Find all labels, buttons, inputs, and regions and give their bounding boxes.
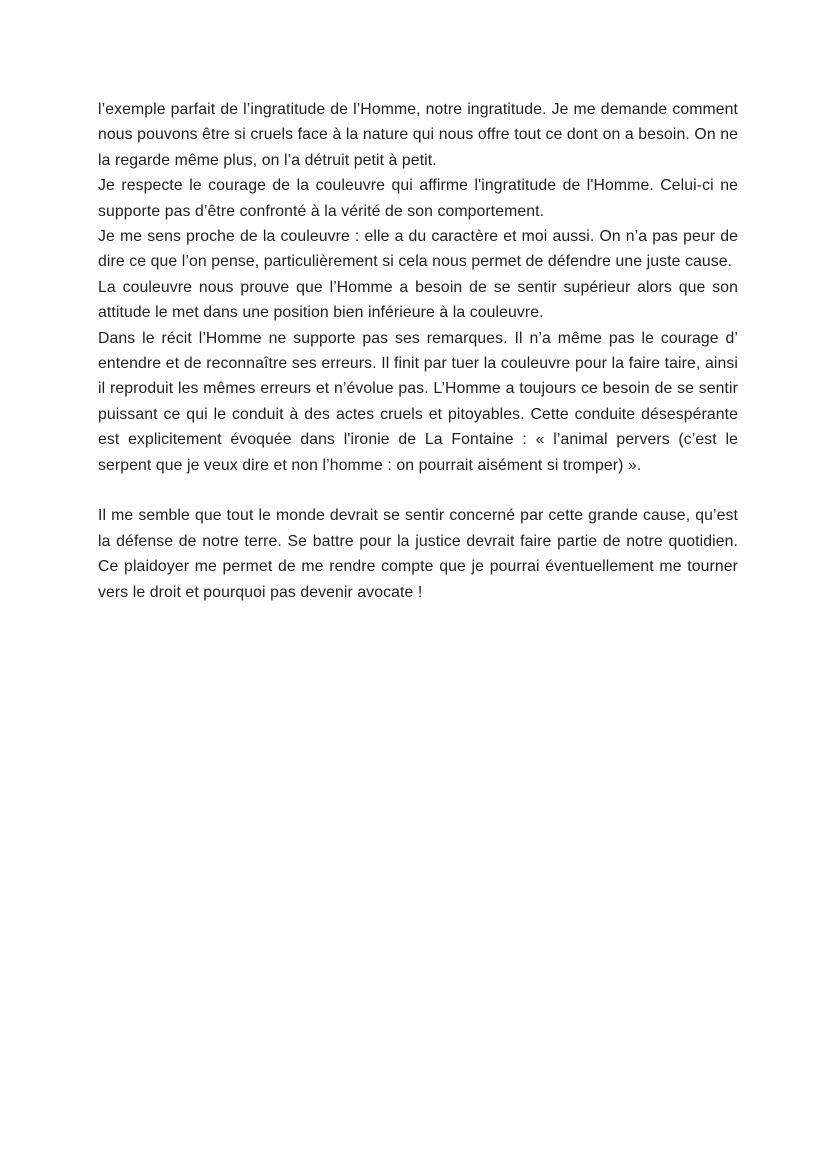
document-text-block	[98, 97, 738, 605]
paragraph-conclusion: Il me semble que tout le monde devrait se sentir concerné par cette grande cause, qu’est la défense de notre terre. Se battre pour la justice devrait faire partie de notre quotidien. Ce plaidoyer me permet de me rendre compte que je pourrai éventuellement me tourner vers le droit et pourquoi pas devenir avocate !	[98, 507, 738, 601]
paragraph-ingratitude: l’exemple parfait de l’ingratitude de l’Homme, notre ingratitude. Je me demande comment nous pouvons être si cruels face à la nature qui nous offre tout ce dont on a besoin. On ne la regarde même plus, on l’a détruit petit à petit.	[98, 101, 738, 169]
paragraph-recit-ironie: Dans le récit l’Homme ne supporte pas ses remarques. Il n’a même pas le courage d’ entendre et de reconnaître ses erreurs. Il finit par tuer la couleuvre pour la faire taire, ainsi il reproduit les mêmes erreurs et n’évolue pas. L’Homme a toujours ce besoin de se sentir puissant ce qui le conduit à des actes cruels et pitoyables. Cette conduite désespérante est explicitement évoquée dans l'ironie de La Fontaine : « l’animal pervers (c’est le serpent que je veux dire et non l’homme : on pourrait aisément si tromper) ».	[98, 329, 738, 474]
paragraph-homme-superieur: La couleuvre nous prouve que l’Homme a besoin de se sentir supérieur alors que son attitude le met dans une position bien inférieure à la couleuvre.	[98, 278, 738, 322]
paragraph-courage-couleuvre: Je respecte le courage de la couleuvre qui affirme l'ingratitude de l'Homme. Celui-ci ne supporte pas d’être confronté à la vérité de son comportement.	[98, 177, 738, 220]
paragraph-proche-couleuvre: Je me sens proche de la couleuvre : elle a du caractère et moi aussi. On n’a pas peur de dire ce que l’on pense, particulièrement si cela nous permet de défendre une juste cause.	[98, 228, 738, 271]
